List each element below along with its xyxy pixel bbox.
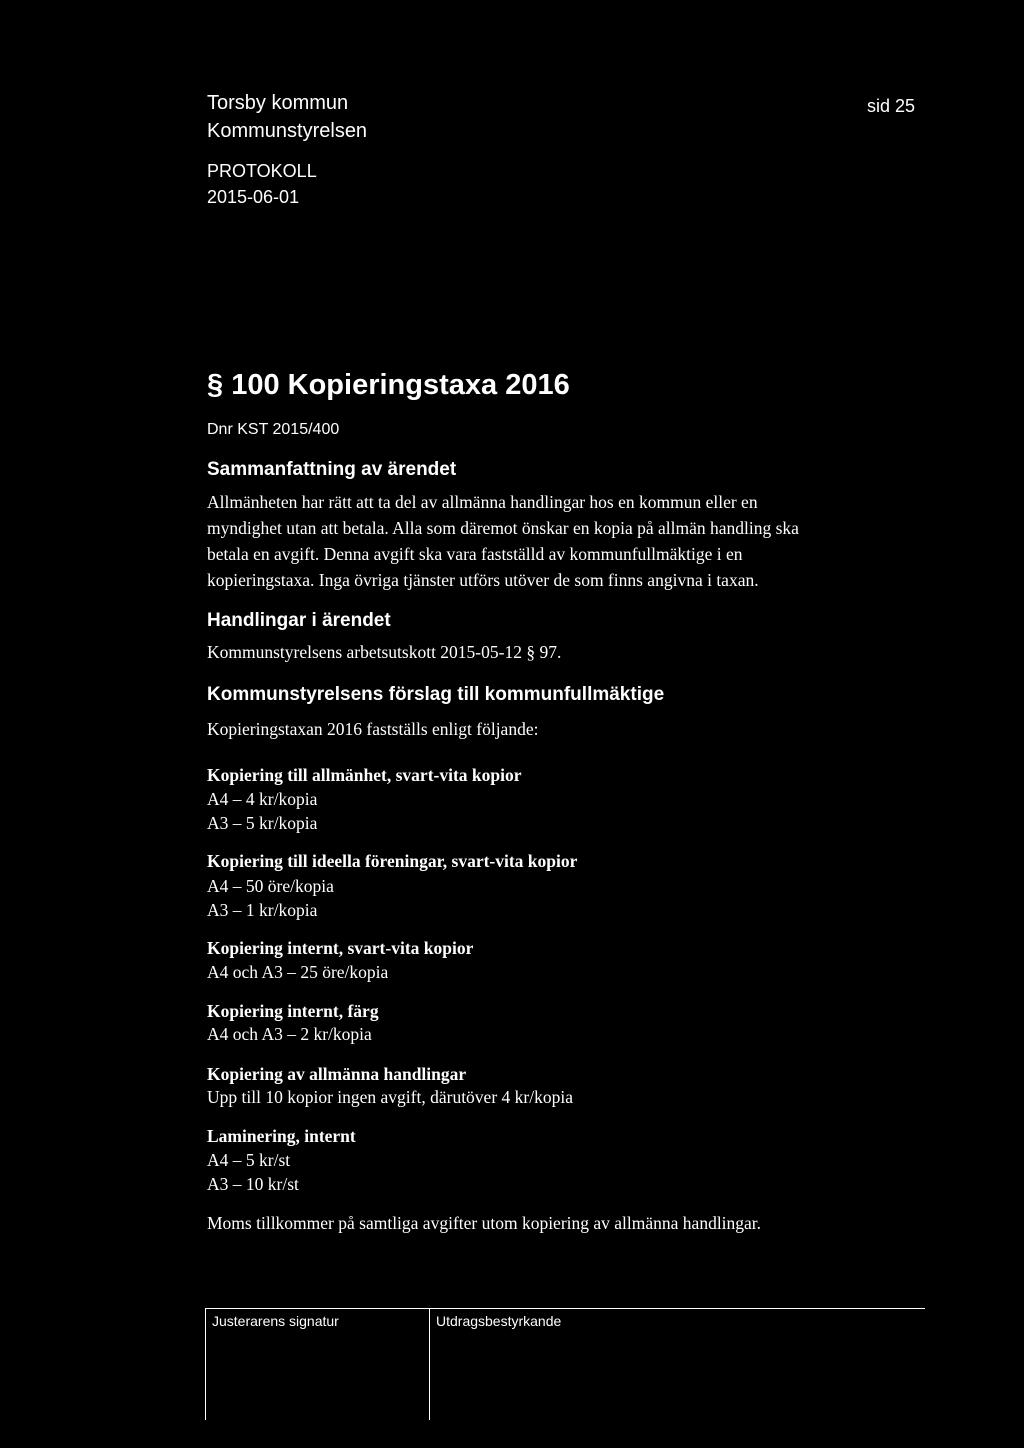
summary-line: myndighet utan att betala. Alla som däremot önskar en kopia på allmän handling ska	[207, 518, 799, 538]
page-number: sid 25	[867, 96, 916, 116]
fee-group-title: Kopiering internt, färg	[207, 1001, 379, 1021]
fee-item: Upp till 10 kopior ingen avgift, därutöver 4 kr/kopia	[207, 1087, 573, 1107]
fee-group-title: Kopiering internt, svart-vita kopior	[207, 938, 474, 958]
section-title	[207, 369, 570, 402]
fee-item: A4 och A3 – 25 öre/kopia	[207, 962, 389, 982]
case-number: Dnr KST 2015/400	[207, 421, 340, 438]
vat-note: Moms tillkommer på samtliga avgifter utom kopiering av allmänna handlingar.	[207, 1213, 762, 1233]
summary-line: kopieringstaxa. Inga övriga tjänster utförs utöver de som finns angivna i taxan.	[207, 570, 759, 590]
signature-box-top-border	[205, 1308, 925, 1309]
reviewer-signature-label: Justerarens signatur	[212, 1313, 339, 1329]
summary-line: betala en avgift. Denna avgift ska vara fastställd av kommunfullmäktige i en	[207, 544, 743, 564]
municipality-name: Torsby kommun	[207, 92, 349, 114]
fee-item: A3 – 10 kr/st	[207, 1174, 299, 1194]
summary-paragraph	[207, 489, 799, 593]
section-symbol: §	[207, 369, 224, 401]
proposal-intro: Kopieringstaxan 2016 fastställs enligt följande:	[207, 719, 539, 739]
documents-heading: Handlingar i ärendet	[207, 610, 391, 631]
fee-item: A3 – 5 kr/kopia	[207, 813, 318, 833]
fee-group-title: Kopiering till ideella föreningar, svart-vita kopior	[207, 851, 578, 871]
fee-item: A4 – 5 kr/st	[207, 1150, 291, 1170]
signature-box-left-border	[205, 1308, 206, 1420]
proposal-heading: Kommunstyrelsens förslag till kommunfullmäktige	[207, 684, 665, 705]
document-date: 2015-06-01	[207, 187, 300, 207]
fee-group-title: Kopiering till allmänhet, svart-vita kopior	[207, 765, 522, 785]
summary-heading: Sammanfattning av ärendet	[207, 459, 457, 480]
board-name: Kommunstyrelsen	[207, 120, 368, 142]
document-type: PROTOKOLL	[207, 161, 317, 181]
fee-item: A4 – 50 öre/kopia	[207, 876, 334, 896]
section-title-text: 100 Kopieringstaxa 2016	[231, 369, 570, 401]
fee-item: A4 och A3 – 2 kr/kopia	[207, 1024, 372, 1044]
documents-text: Kommunstyrelsens arbetsutskott 2015-05-12 § 97.	[207, 642, 562, 662]
fee-item: A3 – 1 kr/kopia	[207, 900, 318, 920]
fee-item: A4 – 4 kr/kopia	[207, 789, 318, 809]
fee-group-title: Laminering, internt	[207, 1126, 356, 1146]
extract-certification-label: Utdragsbestyrkande	[436, 1313, 562, 1329]
signature-box-divider	[429, 1308, 430, 1420]
summary-line: Allmänheten har rätt att ta del av allmänna handlingar hos en kommun eller en	[207, 492, 758, 512]
fee-group-title: Kopiering av allmänna handlingar	[207, 1064, 467, 1084]
